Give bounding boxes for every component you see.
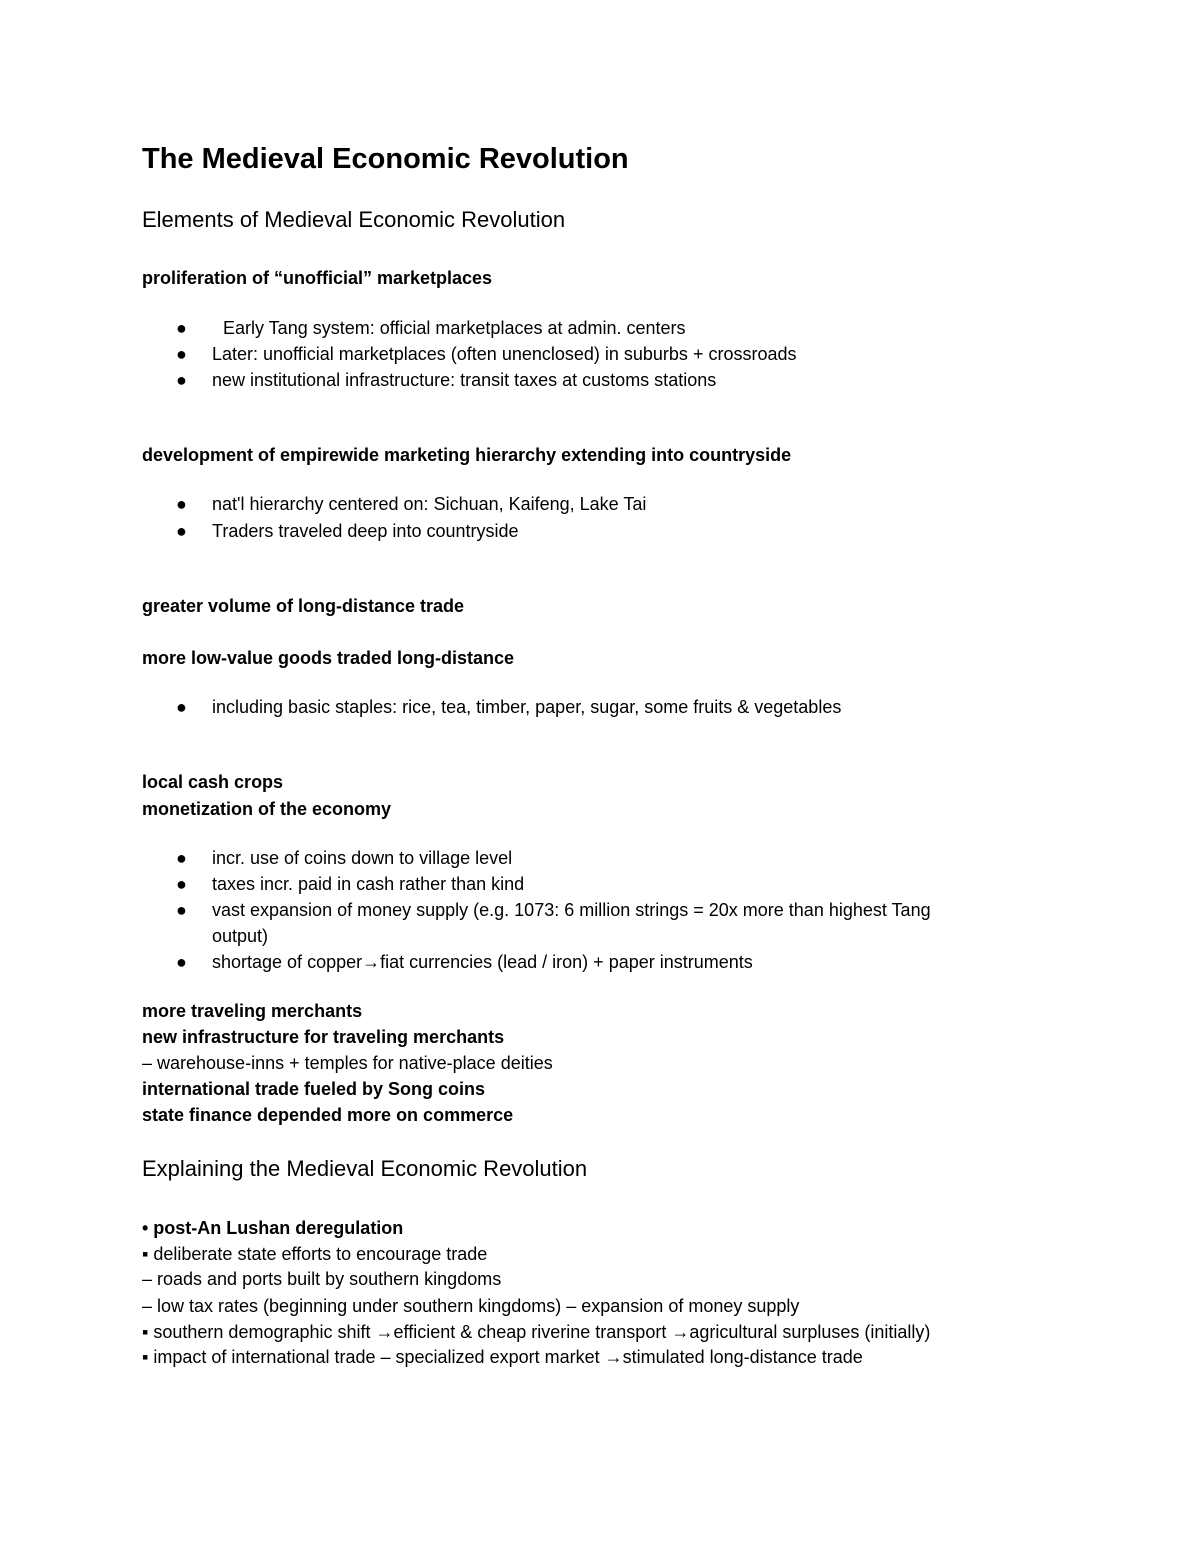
- bullet-item: nat'l hierarchy centered on: Sichuan, Kaifeng, Lake Tai: [212, 494, 647, 514]
- text-line: ▪ deliberate state efforts to encourage trade: [142, 1244, 488, 1264]
- subheading-hierarchy: development of empirewide marketing hierarchy extending into countryside: [142, 445, 792, 465]
- bullet-item: incr. use of coins down to village level: [212, 848, 513, 868]
- bullet-icon: ●: [176, 494, 187, 514]
- subheading-marketplaces: proliferation of “unofficial” marketplaces: [142, 268, 493, 288]
- bullet-icon: ●: [176, 318, 187, 338]
- text-line: – roads and ports built by southern kingdoms: [142, 1269, 502, 1289]
- text-line: – warehouse-inns + temples for native-place deities: [142, 1053, 553, 1073]
- section-heading-explaining: Explaining the Medieval Economic Revolution: [142, 1156, 588, 1181]
- bullet-icon: ●: [176, 900, 187, 920]
- bullet-icon: ●: [176, 874, 187, 894]
- subheading-merchant-infrastructure: new infrastructure for traveling merchants: [142, 1027, 505, 1047]
- text-line: ▪ southern demographic shift →efficient & cheap riverine transport →agricultural surpluses (initially): [142, 1322, 931, 1342]
- bullet-item: Traders traveled deep into countryside: [212, 521, 519, 541]
- bullet-icon: ●: [176, 697, 187, 717]
- subheading-monetization: monetization of the economy: [142, 799, 392, 819]
- bullet-item: Early Tang system: official marketplaces at admin. centers: [223, 318, 686, 338]
- subheading-state-finance: state finance depended more on commerce: [142, 1105, 514, 1125]
- bullet-item: vast expansion of money supply (e.g. 1073: 6 million strings = 20x more than highest Tang: [212, 900, 931, 920]
- bullet-icon: ●: [176, 370, 187, 390]
- document-title: The Medieval Economic Revolution: [142, 143, 629, 175]
- bullet-item: new institutional infrastructure: transit taxes at customs stations: [212, 370, 717, 390]
- subheading-traveling-merchants: more traveling merchants: [142, 1001, 363, 1021]
- subheading-deregulation: • post-An Lushan deregulation: [142, 1218, 404, 1238]
- text-line: ▪ impact of international trade – specialized export market →stimulated long-distance trade: [142, 1347, 863, 1367]
- bullet-item: Later: unofficial marketplaces (often unenclosed) in suburbs + crossroads: [212, 344, 797, 364]
- bullet-icon: ●: [176, 344, 187, 364]
- bullet-icon: ●: [176, 848, 187, 868]
- bullet-item: shortage of copper→fiat currencies (lead / iron) + paper instruments: [212, 952, 753, 972]
- subheading-long-distance: greater volume of long-distance trade: [142, 596, 465, 616]
- text-line: – low tax rates (beginning under southern kingdoms) – expansion of money supply: [142, 1296, 800, 1316]
- subheading-international-trade: international trade fueled by Song coins: [142, 1079, 486, 1099]
- bullet-icon: ●: [176, 952, 187, 972]
- bullet-item-continuation: output): [212, 926, 269, 946]
- section-heading-elements: Elements of Medieval Economic Revolution: [142, 207, 566, 232]
- bullet-icon: ●: [176, 521, 187, 541]
- subheading-low-value: more low-value goods traded long-distance: [142, 648, 515, 668]
- bullet-item: including basic staples: rice, tea, timber, paper, sugar, some fruits & vegetables: [212, 697, 842, 717]
- subheading-cash-crops: local cash crops: [142, 772, 284, 792]
- bullet-item: taxes incr. paid in cash rather than kind: [212, 874, 525, 894]
